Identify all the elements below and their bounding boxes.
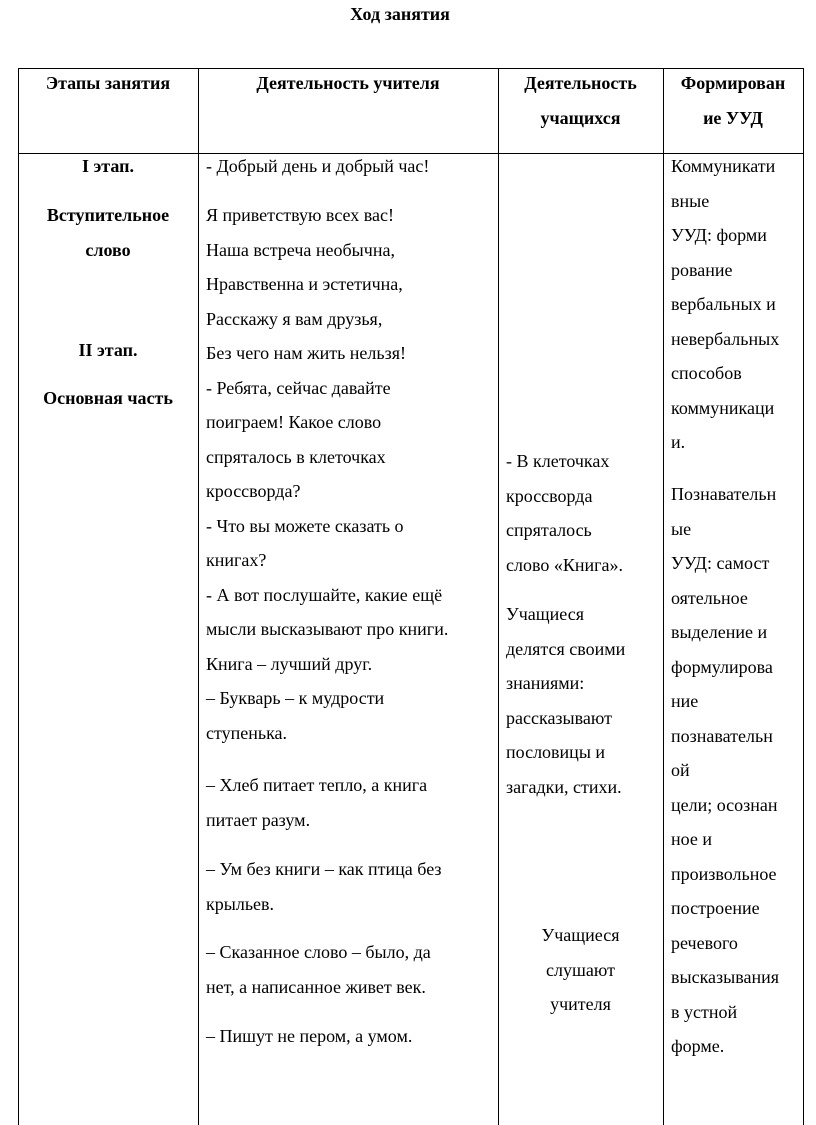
stage-2-name: [18, 381, 198, 416]
teacher-line: Книга – лучший друг.: [206, 653, 373, 674]
teacher-line: - Ребята, сейчас давайте: [206, 377, 391, 398]
students-share-knowledge: [506, 597, 661, 804]
uud-line: вные: [671, 190, 710, 211]
header-students-line: учащихся: [540, 107, 621, 128]
uud-line: речевого: [671, 932, 738, 953]
teacher-line: Я приветствую всех вас!: [206, 205, 395, 225]
uud-line: формулирова: [671, 656, 773, 677]
header-teacher-label: Деятельность учителя: [256, 73, 440, 93]
table-col-divider-3: [663, 68, 664, 1125]
students-line: загадки, стихи.: [506, 776, 622, 797]
uud-line: ное и: [671, 829, 712, 849]
page-title: Ход занятия: [350, 4, 450, 24]
uud-line: вербальных и: [671, 294, 776, 314]
students-line: Учащиеся: [541, 925, 620, 945]
stage-2-title: [18, 333, 198, 368]
uud-line: цели; осознан: [671, 794, 778, 815]
uud-line: и.: [671, 432, 686, 452]
teacher-line: книгах?: [206, 550, 267, 570]
students-line: Учащиеся: [506, 604, 584, 624]
uud-line: рование: [671, 259, 733, 280]
uud-line: способов: [671, 363, 742, 383]
stage-1-name-line: Вступительное: [46, 205, 170, 225]
teacher-proverb-bread: [206, 768, 494, 837]
teacher-line: Без чего нам жить нельзя!: [206, 343, 406, 363]
students-line: учителя: [550, 994, 611, 1014]
students-line: - В клеточках: [506, 451, 610, 471]
teacher-line: питает разум.: [206, 809, 311, 830]
students-line: слово «Книга».: [506, 554, 623, 575]
stage-1-name-line: слово: [85, 239, 131, 260]
uud-line: Коммуникати: [671, 156, 776, 176]
uud-line: в устной: [671, 1001, 738, 1022]
teacher-activity-main: [206, 198, 494, 750]
teacher-line: ступенька.: [206, 722, 288, 743]
uud-line: познавательн: [671, 725, 773, 746]
uud-line: невербальных: [671, 328, 780, 349]
teacher-line: мысли высказывают про книги.: [206, 619, 449, 639]
uud-line: построение: [671, 898, 760, 918]
stage-1-label: I этап.: [82, 156, 134, 176]
teacher-line: крыльев.: [206, 893, 275, 914]
teacher-line: Расскажу я вам друзья,: [206, 308, 383, 329]
uud-line: ой: [671, 760, 690, 780]
stage-2-label: II этап.: [78, 340, 138, 360]
students-line: знаниями:: [506, 673, 585, 693]
teacher-line: кроссворда?: [206, 481, 301, 501]
header-students: [498, 66, 663, 135]
uud-line: высказывания: [671, 967, 780, 987]
header-uud-line: ие УУД: [703, 107, 763, 128]
students-line: спряталось: [506, 520, 592, 540]
table-col-divider-1: [198, 68, 199, 1125]
uud-line: ые: [671, 518, 692, 539]
uud-line: оятельное: [671, 587, 748, 608]
uud-line: Познавательн: [671, 484, 777, 504]
students-line: делятся своими: [506, 638, 626, 659]
stage-1-name: [18, 198, 198, 267]
uud-line: ние: [671, 691, 699, 711]
teacher-line: Нравственна и эстетична,: [206, 274, 403, 294]
teacher-line: - Добрый день и добрый час!: [206, 156, 430, 176]
students-line: рассказывают: [506, 707, 612, 728]
uud-cognitive: [671, 477, 803, 1064]
uud-line: коммуникаци: [671, 397, 775, 418]
header-stages-label: Этапы занятия: [45, 73, 171, 93]
students-answer-crossword: [506, 444, 661, 582]
stage-2-name-line: Основная часть: [43, 388, 173, 408]
teacher-proverb-word: [206, 935, 494, 1004]
students-line: слушают: [546, 959, 615, 980]
uud-line: произвольное: [671, 863, 777, 884]
students-line: кроссворда: [506, 485, 593, 506]
header-uud-line: Формирован: [680, 73, 786, 93]
teacher-line: Наша встреча необычна,: [206, 239, 395, 260]
teacher-activity-greeting: [206, 149, 494, 184]
teacher-line: - А вот послушайте, какие ещё: [206, 584, 443, 605]
teacher-line: – Сказанное слово – было, да: [206, 942, 431, 962]
header-teacher: [198, 66, 498, 101]
teacher-line: - Что вы можете сказать о: [206, 515, 404, 536]
students-line: пословицы и: [506, 742, 606, 762]
teacher-proverb-bird: [206, 852, 494, 921]
teacher-line: – Пишут не пером, а умом.: [206, 1026, 413, 1046]
header-students-line: Деятельность: [524, 73, 637, 93]
stage-1-title: [18, 149, 198, 184]
uud-line: форме.: [671, 1036, 725, 1056]
uud-line: УУД: форми: [671, 225, 767, 245]
uud-line: УУД: самост: [671, 553, 770, 573]
teacher-line: – Хлеб питает тепло, а книга: [206, 775, 428, 795]
teacher-line: – Букварь – к мудрости: [206, 688, 385, 708]
students-listen: [498, 918, 663, 1022]
teacher-line: нет, а написанное живет век.: [206, 976, 426, 997]
uud-line: выделение и: [671, 622, 768, 642]
teacher-line: поиграем! Какое слово: [206, 412, 382, 432]
teacher-line: – Ум без книги – как птица без: [206, 859, 442, 879]
teacher-proverb-pen: [206, 1019, 494, 1054]
table-border-right: [803, 68, 804, 1125]
header-uud: [663, 66, 803, 135]
uud-communicative: [671, 149, 803, 460]
header-stages: [18, 66, 198, 101]
teacher-line: спряталось в клеточках: [206, 446, 386, 467]
